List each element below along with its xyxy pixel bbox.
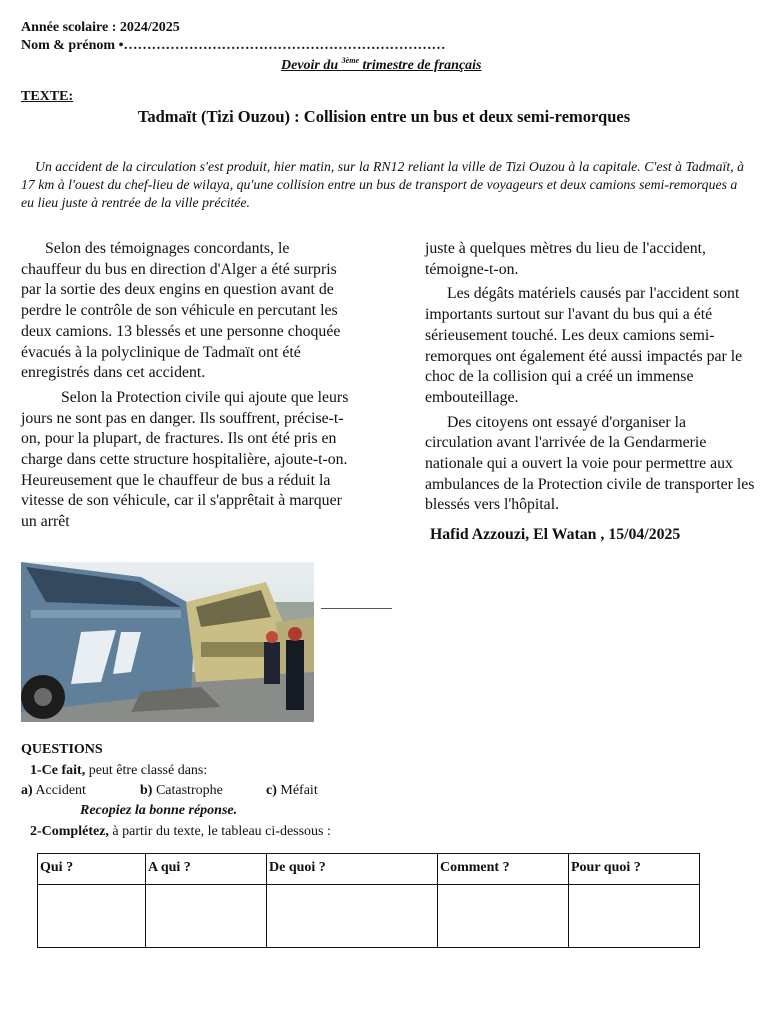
accident-photo: [21, 562, 314, 722]
exam-subtitle: Devoir du $^{3ème}$ trimestre de français: [281, 56, 482, 73]
cell-comment[interactable]: [438, 885, 569, 948]
divider-line: [321, 608, 392, 609]
article-column-left: [21, 239, 353, 533]
header-de-quoi: De quoi ?: [267, 854, 438, 885]
question-1: 1-Ce fait, peut être classé dans:: [30, 763, 208, 778]
option-c[interactable]: c) Méfait: [266, 783, 318, 798]
cell-a-qui[interactable]: [146, 885, 267, 948]
name-field-line[interactable]: Nom & prénom •……………………………………………………………: [21, 38, 446, 53]
article-intro: Un accident de la circulation s'est produit, hier matin, sur la RN12 reliant la ville de Tizi Ouzou à la capitale. C'est à Tadmaït, à 17 km à l'ouest du chef-lieu de wilaya, qu'une collision entre un bus de transport de voyageurs et deux camions semi-remorques a eu lieu juste à rentrée de la ville précitée.: [21, 159, 745, 210]
article-column-right: [425, 239, 755, 546]
option-a[interactable]: a) Accident: [21, 783, 86, 798]
texte-label: TEXTE:: [21, 89, 74, 104]
header-pour-quoi: Pour quoi ?: [569, 854, 700, 885]
header-qui: Qui ?: [38, 854, 146, 885]
cell-qui[interactable]: [38, 885, 146, 948]
table-row[interactable]: [38, 885, 700, 948]
paragraph-2: Selon la Protection civile qui ajoute que leurs jours ne sont pas en danger. Ils souffrent, précise-t-on, pour la plupart, de fractures. Ils ont été pris en charge dans cette structure hospitalière, ajoute-t-on. Heureusement que le chauffeur de bus a réduit la vitesse de son véhicule, car il s'apprêtait à marquer un arrêt: [21, 388, 349, 531]
paragraph-4: Des citoyens ont essayé d'organiser la circulation avant l'arrivée de la Gendarmerie nationale qui a ouvert la voie pour permettre aux ambulances de la Protection civile de transporter les blessés vers l'hôpital.: [425, 413, 755, 514]
article-signature: Hafid Azzouzi, El Watan , 15/04/2025: [430, 526, 681, 544]
option-b[interactable]: b) Catastrophe: [140, 783, 223, 798]
answer-table: [37, 853, 700, 948]
questions-label: QUESTIONS: [21, 742, 103, 757]
article-title: Tadmaït (Tizi Ouzou) : Collision entre un bus et deux semi-remorques: [137, 107, 631, 126]
school-year: Année scolaire : 2024/2025: [21, 20, 180, 35]
instruction-copy-answer: Recopiez la bonne réponse.: [80, 803, 238, 818]
table-header-row: [38, 854, 700, 885]
question-2: 2-Complétez, à partir du texte, le tableau ci-dessous :: [30, 824, 331, 839]
header-comment: Comment ?: [438, 854, 569, 885]
paragraph-1: Selon des témoignages concordants, le chauffeur du bus en direction d'Alger a été surpris par la sortie des deux engins en question avant de perdre le contrôle de son véhicule en percutant les deux camions. 13 blessés et une personne choquée évacués à la polyclinique de Tadmaït ont été enregistrés dans cet accident.: [21, 240, 341, 382]
paragraph-3: Les dégâts matériels causés par l'accident sont importants surtout sur l'avant du bus qui a été sérieusement touché. Les deux camions semi-remorques ont également été aussi impactés par le choc de la collision qui a créé un immense embouteillage.: [425, 285, 743, 406]
header-a-qui: A qui ?: [146, 854, 267, 885]
cell-pour-quoi[interactable]: [569, 885, 700, 948]
paragraph-2-continued: juste à quelques mètres du lieu de l'accident, témoigne-t-on.: [425, 240, 706, 278]
cell-de-quoi[interactable]: [267, 885, 438, 948]
